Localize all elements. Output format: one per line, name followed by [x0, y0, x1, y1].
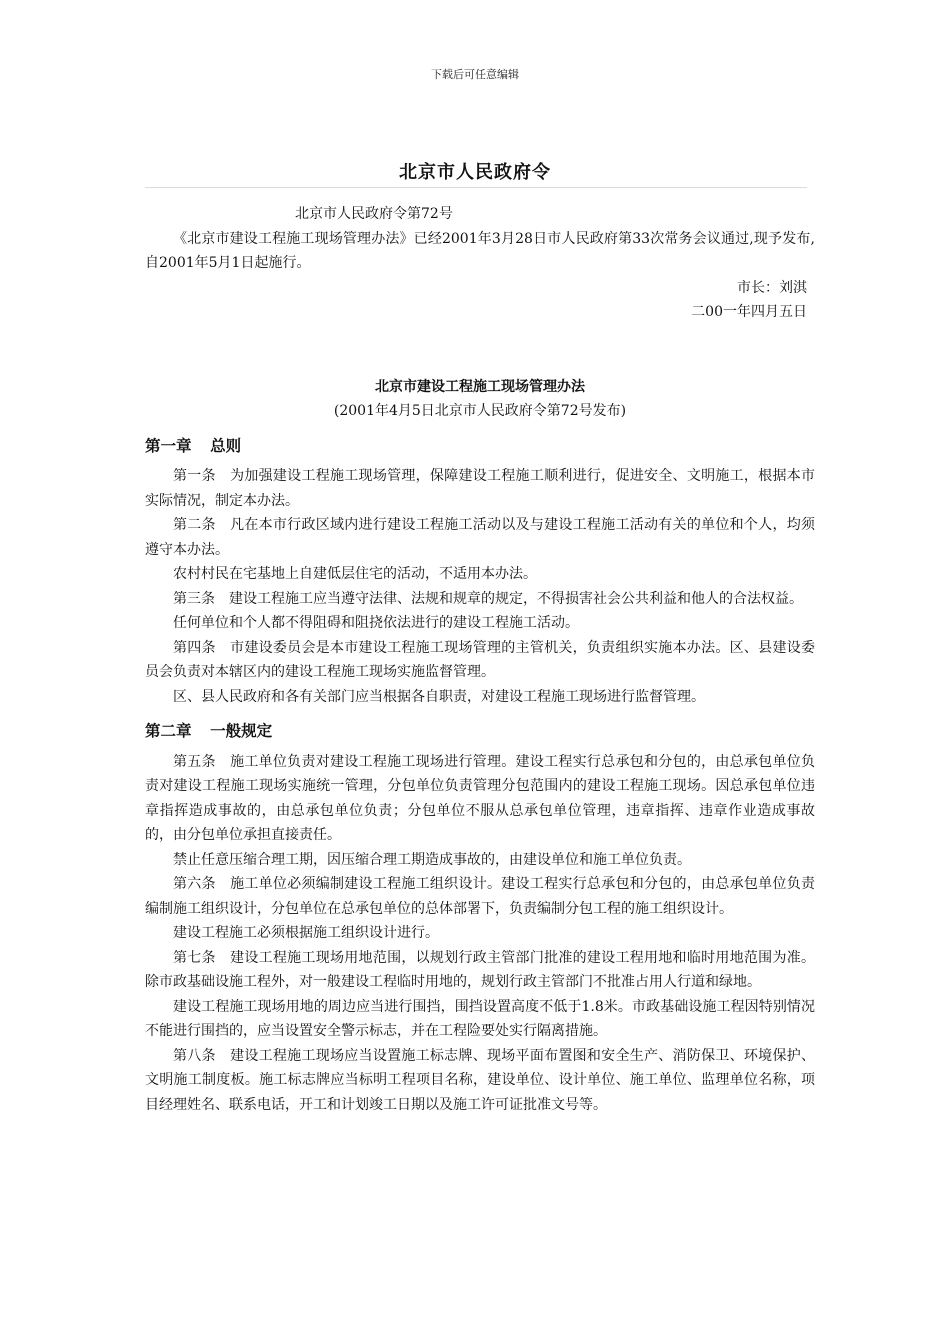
article-paragraph: 第一条 为加强建设工程施工现场管理，保障建设工程施工顺利进行，促进安全、文明施工，根据本市实际情况，制定本办法。 [145, 468, 815, 509]
article-paragraph: 第七条 建设工程施工现场用地范围，以规划行政主管部门批准的建设工程用地和临时用地范围为准。除市政基础设施工程外，对一般建设工程临时用地的，规划行政主管部门不批准占用人行道和绿地。 [145, 949, 815, 990]
law-title: 北京市建设工程施工现场管理办法 [375, 378, 585, 395]
chapter-1 [145, 434, 815, 710]
chapter-number: 第一章 [145, 436, 192, 455]
article-paragraph: 建设工程施工必须根据施工组织设计进行。 [173, 925, 439, 941]
article-paragraph: 第五条 施工单位负责对建设工程施工现场进行管理。建设工程实行总承包和分包的，由总承包单位负责对建设工程施工现场实施统一管理，分包单位负责管理分包范围内的建设工程施工现场。因总承包单位违章指挥造成事故的，由总承包单位负责；分包单位不服从总承包单位管理，违章指挥、违章作业造成事故的，由分包单位承担直接责任。 [145, 753, 815, 843]
article-paragraph: 区、县人民政府和各有关部门应当根据各自职责，对建设工程施工现场进行监督管理。 [173, 688, 705, 705]
article-paragraph: 第二条 凡在本市行政区域内进行建设工程施工活动以及与建设工程施工活动有关的单位和个人，均须遵守本办法。 [145, 517, 815, 558]
header-note: 下载后可任意编辑 [431, 68, 519, 81]
article-paragraph: 第八条 建设工程施工现场应当设置施工标志牌、现场平面布置图和安全生产、消防保卫、环境保护、文明施工制度板。施工标志牌应当标明工程项目名称，建设单位、设计单位、施工单位、监理单位名称，项目经理姓名、联系电话，开工和计划竣工日期以及施工许可证批准文号等。 [145, 1047, 815, 1113]
article-paragraph: 第六条 施工单位必须编制建设工程施工组织设计。建设工程实行总承包和分包的，由总承包单位负责编制施工组织设计，分包单位在总承包单位的总体部署下，负责编制分包工程的施工组织设计。 [145, 876, 815, 917]
article-paragraph: 任何单位和个人都不得阻碍和阻挠依法进行的建设工程施工活动。 [173, 615, 579, 631]
issue-date: 二00一年四月五日 [691, 304, 807, 320]
article-paragraph: 禁止任意压缩合理工期，因压缩合理工期造成事故的，由建设单位和施工单位负责。 [173, 851, 691, 868]
article-paragraph: 第四条 市建设委员会是本市建设工程施工现场管理的主管机关，负责组织实施本办法。区、县建设委员会负责对本辖区内的建设工程施工现场实施监督管理。 [145, 639, 815, 680]
title-divider [145, 187, 807, 188]
chapter-name: 一般规定 [210, 722, 273, 740]
chapter-number: 第二章 [145, 722, 192, 740]
chapter-heading [145, 434, 815, 459]
chapter-2 [145, 719, 815, 1117]
order-number: 北京市人民政府令第72号 [295, 206, 453, 222]
article-paragraph: 建设工程施工现场用地的周边应当进行围挡，围挡设置高度不低于1.8米。市政基础设施工程因特别情况不能进行围挡的，应当设置安全警示标志，并在工程险要处实行隔离措施。 [145, 998, 815, 1039]
chapter-name: 总则 [210, 436, 242, 455]
mayor-signature: 市长：刘淇 [737, 279, 807, 296]
chapter-heading [145, 719, 815, 744]
document-body [145, 202, 815, 1117]
document-title: 北京市人民政府令 [399, 162, 551, 183]
announcement-text: 《北京市建设工程施工现场管理办法》已经2001年3月28日市人民政府第33次常务会议通过,现予发布,自2001年5月1日起施行。 [145, 230, 815, 271]
article-paragraph: 农村村民在宅基地上自建低层住宅的活动，不适用本办法。 [173, 566, 537, 582]
law-subtitle: (2001年4月5日北京市人民政府令第72号发布) [333, 403, 627, 419]
article-paragraph: 第三条 建设工程施工应当遵守法律、法规和规章的规定，不得损害社会公共利益和他人的合法权益。 [173, 590, 803, 607]
